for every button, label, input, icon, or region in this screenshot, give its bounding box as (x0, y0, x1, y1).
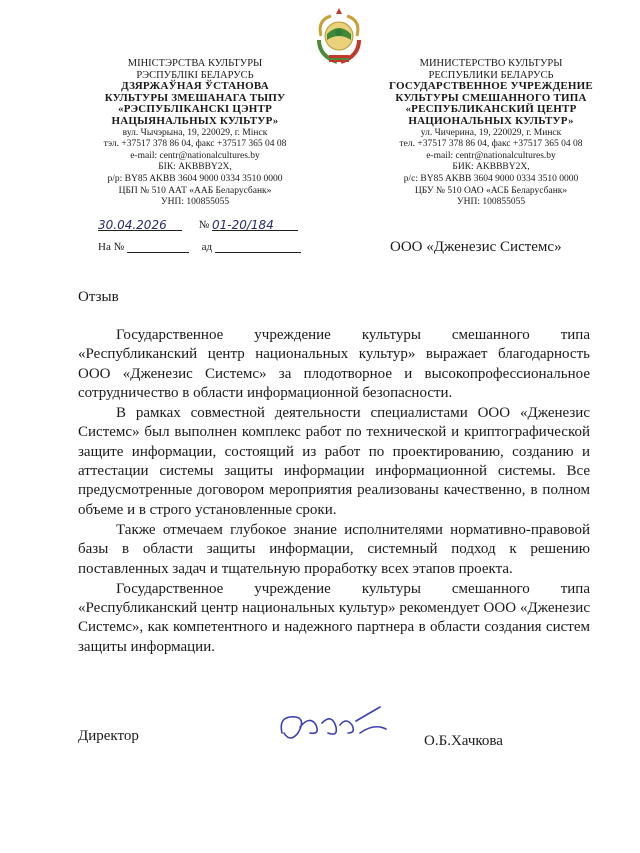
reference-reply-label: На № (98, 241, 125, 253)
header-right-org-line2: КУЛЬТУРЫ СМЕШАННОГО ТИПА (395, 91, 587, 104)
reference-number: 01-20/184 (212, 218, 274, 232)
handwritten-signature-icon (276, 703, 396, 751)
state-emblem-icon (311, 6, 367, 66)
header-right-phone: тел. +37517 378 86 04, факс +37517 365 04 08 (399, 139, 583, 150)
header-left-org-line4: НАЦЫЯНАЛЬНЫХ КУЛЬТУР» (111, 114, 279, 127)
header-left-block (80, 58, 310, 209)
signatory-name: О.Б.Хачкова (424, 733, 503, 749)
header-left-phone: тэл. +37517 378 86 04, факс +37517 365 04 08 (103, 139, 287, 150)
header-right-address: ул. Чичерина, 19, 220029, г. Минск (420, 127, 562, 138)
paragraph-1: Государственное учреждение культуры смешанного типа «Республиканский центр национальных культур» выражает благодарность ООО «Дженезис Системс» за плодотворное и высокопрофессиональное сотрудничество в области информационной безопасности. (78, 327, 590, 401)
header-left-email: e-mail: centr@nationalcultures.by (130, 150, 260, 161)
header-right-org-line1: ГОСУДАРСТВЕННОЕ УЧРЕЖДЕНИЕ (389, 80, 593, 93)
reference-reply-row (98, 240, 301, 253)
header-right-bik: БИК: AKBBBY2X, (452, 162, 530, 173)
header-left-org-line2: КУЛЬТУРЫ ЗМЕШАНАГА ТЫПУ (104, 91, 286, 104)
reference-from-label: ад (201, 241, 213, 253)
signatory-title: Директор (78, 728, 139, 744)
paragraph-4: Государственное учреждение культуры смешанного типа «Республиканский центр национальных культур» рекомендует ООО «Дженезис Системс», как компетентного и надежного партнера в области создания систем защиты информации. (78, 580, 590, 655)
header-left-bik: БІК: AKBBBY2X, (158, 162, 232, 173)
header-left-unp: УНП: 100855055 (160, 197, 230, 208)
header-left-org-line3: «РЭСПУБЛІКАНСКІ ЦЭНТР (118, 103, 272, 116)
header-left-org-line1: ДЗЯРЖАЎНАЯ ЎСТАНОВА (121, 80, 269, 93)
reference-date-row (98, 218, 298, 231)
header-right-unp: УНП: 100855055 (456, 197, 526, 208)
header-right-org-line4: НАЦИОНАЛЬНЫХ КУЛЬТУР» (408, 114, 574, 127)
header-right-bank: ЦБУ № 510 ОАО «АСБ Беларусбанк» (414, 185, 568, 196)
header-left-bank: ЦБП № 510 ААТ «ААБ Беларусбанк» (118, 185, 272, 196)
header-right-org-line3: «РЕСПУБЛИКАНСКИЙ ЦЕНТР (405, 103, 577, 116)
header-left-republic: РЭСПУБЛІКІ БЕЛАРУСЬ (136, 69, 254, 81)
header-right-republic: РЕСПУБЛИКИ БЕЛАРУСЬ (428, 69, 554, 81)
reference-date: 30.04.2026 (98, 218, 167, 232)
reference-number-sign: № (198, 219, 210, 231)
addressee: ООО «Дженезис Системс» (390, 239, 562, 255)
paragraph-3: Также отмечаем глубокое знание исполнителями нормативно-правовой базы в области защиты информации, системный подход к решению поставленных задач и тщательную проработку всех этапов проекта. (78, 521, 590, 577)
header-right-ministry: МИНИСТЕРСТВО КУЛЬТУРЫ (419, 58, 563, 69)
paragraph-2: В рамках совместной деятельности специалистами ООО «Дженезис Системс» был выполнен комплекс работ по технической и криптографической защите информации, состоящий из работ по проектированию, созданию и аттестации системы защиты информации информационной системы. Все предусмотренные договором мероприятия реализованы качественно, в полном объеме и в строго установленные сроки. (78, 405, 590, 518)
header-left-ministry: МІНІСТЭРСТВА КУЛЬТУРЫ (127, 58, 263, 69)
header-left-address: вул. Чычэрына, 19, 220029, г. Мінск (122, 127, 268, 138)
header-left-account: р/р: BY85 AKBB 3604 9000 0334 3510 0000 (107, 173, 283, 184)
letter-body (78, 326, 590, 657)
header-right-account: р/с: BY85 AKBB 3604 9000 0334 3510 0000 (403, 173, 579, 184)
document-title: Отзыв (78, 289, 119, 305)
header-right-email: e-mail: centr@nationalcultures.by (426, 150, 556, 161)
header-right-block (376, 58, 606, 209)
